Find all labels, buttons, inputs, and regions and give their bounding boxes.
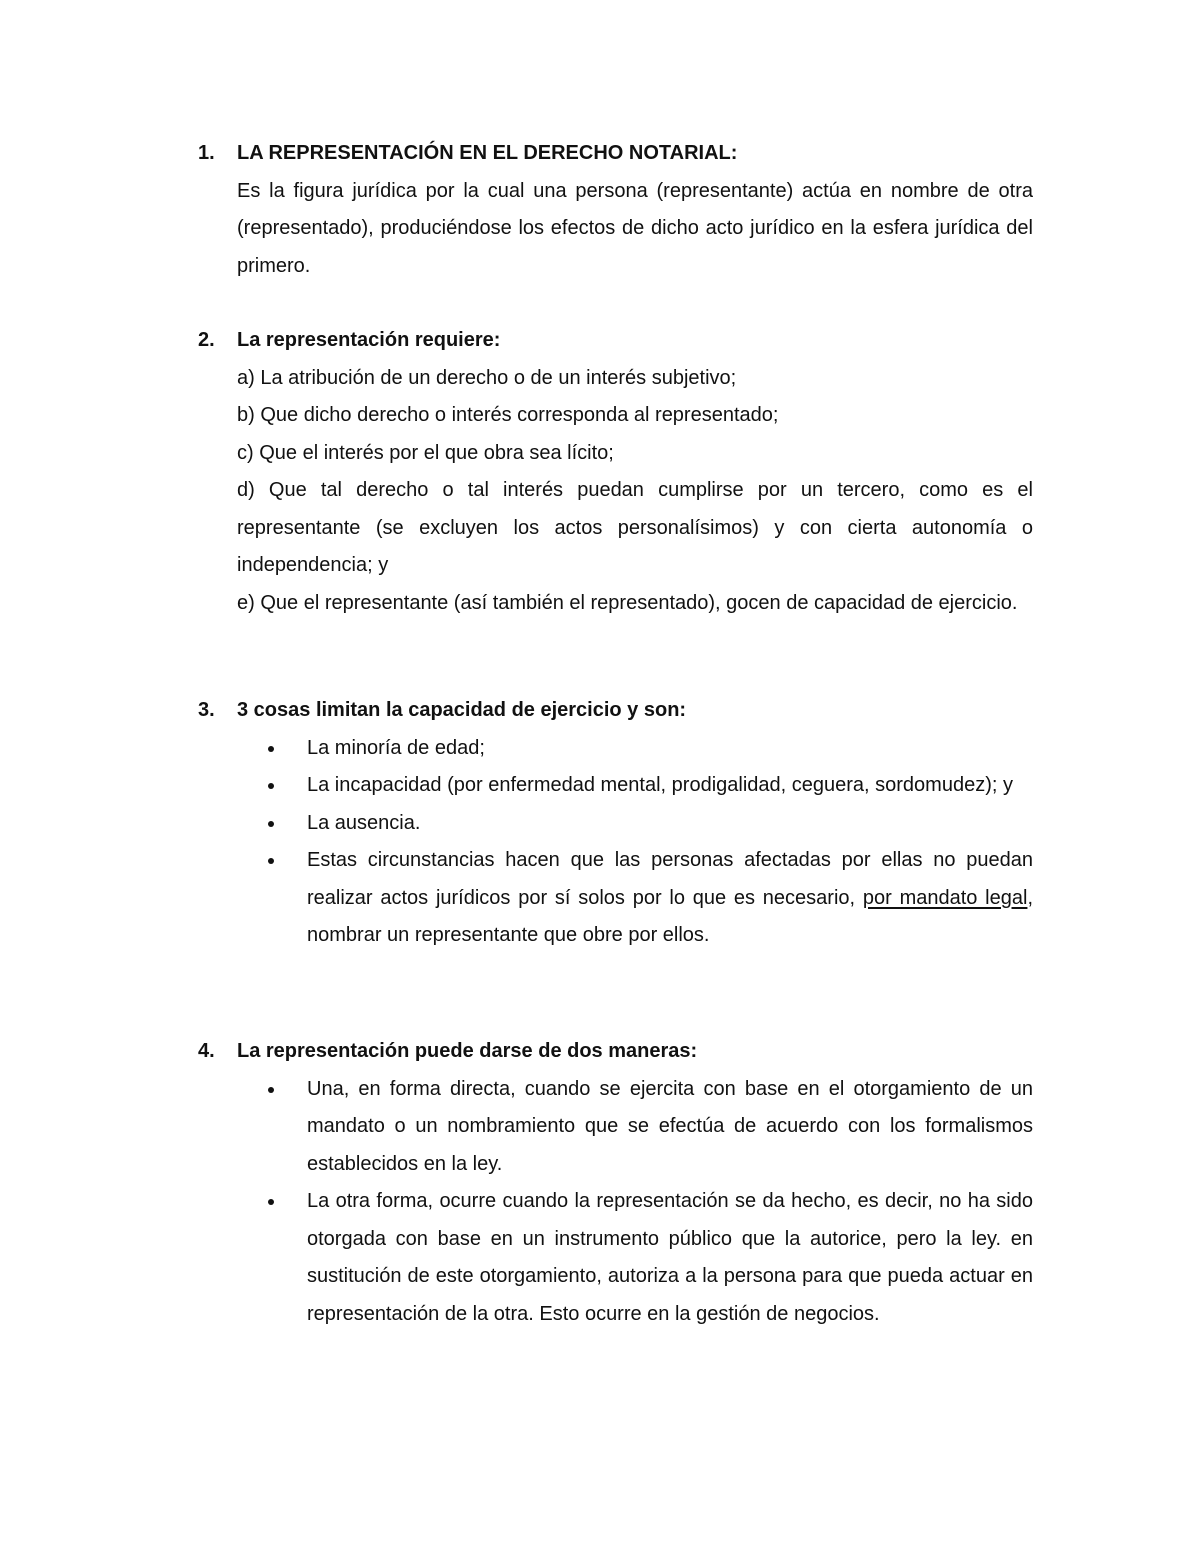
text-run: Estas circunstancias hacen que las personas afectadas por ellas no puedan realizar actos jurídicos por sí solos por lo que es necesario,: [307, 849, 1033, 909]
bullet-text: La incapacidad (por enfermedad mental, prodigalidad, ceguera, sordomudez); y: [307, 774, 1013, 796]
list-item: [0, 767, 1200, 805]
bullet-text: [307, 842, 1033, 955]
list-item: [0, 1183, 1200, 1333]
section-number: 1.: [198, 142, 215, 164]
list-item-b: b) Que dicho derecho o interés corresponda al representado;: [237, 404, 779, 426]
bullet-text: Una, en forma directa, cuando se ejercita con base en el otorgamiento de un mandato o un nombramiento que se efectúa de acuerdo con los formalismos establecidos en la ley.: [307, 1077, 1033, 1175]
section-heading: 3 cosas limitan la capacidad de ejercicio y son:: [237, 699, 687, 721]
bullet-icon: [268, 1199, 274, 1205]
list-item-e: e) Que el representante (así también el representado), gocen de capacidad de ejercicio.: [237, 591, 1018, 614]
bullet-text: La otra forma, ocurre cuando la representación se da hecho, es decir, no ha sido otorgada con base en un instrumento público que la autorice, pero la ley. en sustitución de este otorgamiento, autoriza a la persona para que pueda actuar en representación de la otra. Esto ocurre en la gestión de negocios.: [307, 1190, 1033, 1325]
bullet-icon: [268, 1087, 274, 1093]
bullet-icon: [268, 783, 274, 789]
section-heading: La representación requiere:: [237, 329, 501, 351]
list-item-a: a) La atribución de un derecho o de un interés subjetivo;: [237, 366, 737, 389]
list-item-c: c) Que el interés por el que obra sea lícito;: [237, 441, 614, 464]
section-heading: La representación puede darse de dos maneras:: [237, 1040, 698, 1062]
list-item-d: d) Que tal derecho o tal interés puedan cumplirse por un tercero, como es el representante (se excluyen los actos personalísimos) y con cierta autonomía o independencia; y: [237, 479, 1033, 576]
underlined-text: por mandato legal: [862, 886, 1028, 909]
section-number: 4.: [198, 1040, 215, 1062]
bullet-text: La minoría de edad;: [307, 736, 485, 759]
bullet-icon: [268, 746, 274, 752]
list-item: [0, 730, 1200, 768]
section-number: 2.: [198, 329, 215, 351]
bullet-icon: [268, 858, 274, 864]
paragraph: Es la figura jurídica por la cual una persona (representante) actúa en nombre de otra (representado), produciéndose los efectos de dicho acto jurídico en la esfera jurídica del primero.: [237, 179, 1033, 277]
section-number: 3.: [198, 699, 215, 721]
bullet-text: La ausencia.: [307, 811, 421, 834]
text-run: , nombrar un representante que obre por ellos.: [307, 886, 1033, 946]
list-item: [0, 842, 1200, 955]
section-heading: LA REPRESENTACIÓN EN EL DERECHO NOTARIAL:: [237, 142, 738, 164]
list-item: [0, 805, 1200, 843]
bullet-icon: [268, 821, 274, 827]
list-item: [0, 1071, 1200, 1184]
